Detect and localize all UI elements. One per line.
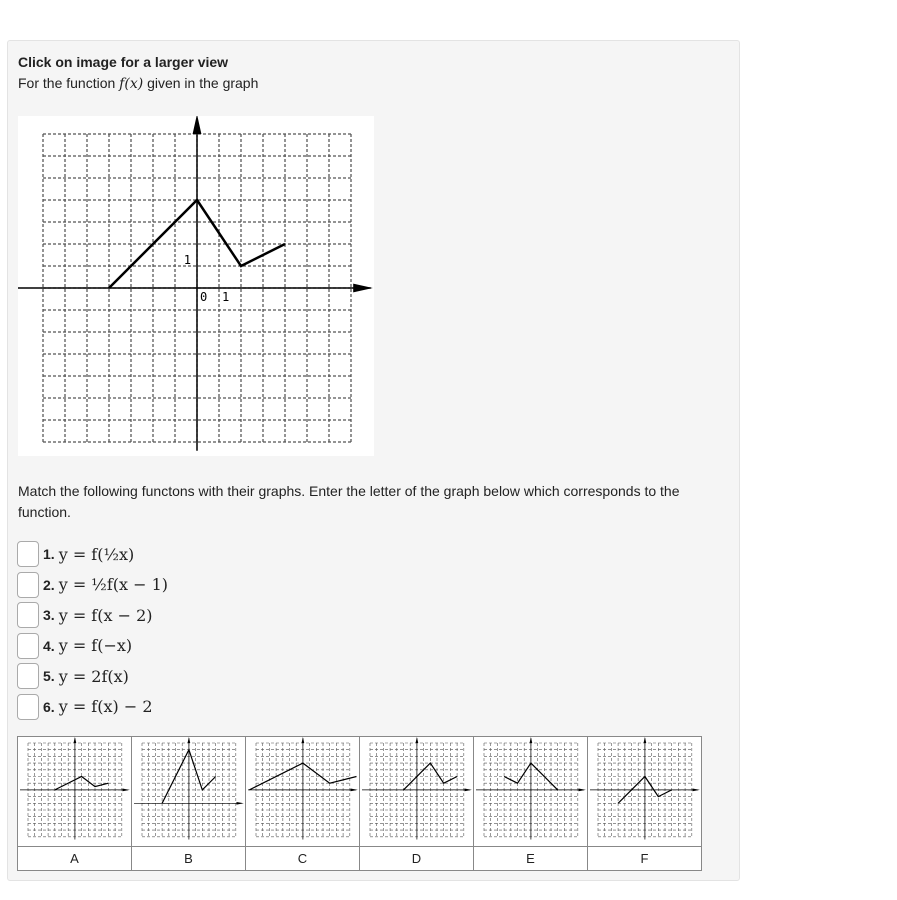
question-row bbox=[17, 692, 168, 723]
instructions: Match the following functons with their graphs. Enter the letter of the graph below which corresponds to the function. bbox=[18, 483, 680, 520]
graph-options-table bbox=[17, 736, 702, 871]
intro-suffix: given in the graph bbox=[143, 75, 259, 91]
option-label: D bbox=[360, 847, 474, 871]
y-axis-arrow-icon bbox=[415, 737, 418, 743]
y-axis-arrow-icon bbox=[301, 737, 304, 743]
question-formula: y = f(x − 2) bbox=[58, 605, 153, 625]
question-card bbox=[7, 40, 740, 881]
question-number: 1. bbox=[43, 546, 55, 563]
answer-input-5[interactable] bbox=[17, 663, 39, 689]
enlarge-hint: Click on image for a larger view bbox=[18, 54, 229, 70]
x-axis-arrow-icon bbox=[578, 789, 585, 792]
answer-input-4[interactable] bbox=[17, 633, 39, 659]
option-label: C bbox=[246, 847, 360, 871]
question-row bbox=[17, 631, 168, 662]
question-formula: y = f(x) − 2 bbox=[58, 697, 153, 717]
graph-option-b[interactable] bbox=[134, 737, 244, 841]
x-axis-arrow-icon bbox=[122, 789, 129, 792]
question-number: 5. bbox=[43, 668, 55, 685]
x-axis-arrow-icon bbox=[353, 284, 373, 293]
x-axis-arrow-icon bbox=[350, 789, 357, 792]
graph-option-a[interactable] bbox=[20, 737, 130, 841]
intro-prefix: For the function bbox=[18, 75, 120, 91]
question-number: 2. bbox=[43, 576, 55, 593]
question-list bbox=[17, 539, 168, 722]
graph-option-c[interactable] bbox=[248, 737, 358, 841]
question-row bbox=[17, 539, 168, 570]
intro-function: f(x) bbox=[119, 76, 144, 92]
x-axis-arrow-icon bbox=[692, 789, 699, 792]
y-axis-arrow-icon bbox=[193, 116, 202, 134]
answer-input-1[interactable] bbox=[17, 541, 39, 567]
tick-label: 0 bbox=[200, 290, 208, 305]
graph-option-d[interactable] bbox=[362, 737, 472, 841]
y-axis-arrow-icon bbox=[187, 737, 190, 743]
question-number: 3. bbox=[43, 607, 55, 624]
option-label: E bbox=[474, 847, 588, 871]
answer-input-6[interactable] bbox=[17, 694, 39, 720]
y-axis-arrow-icon bbox=[529, 737, 532, 743]
graph-option-f[interactable] bbox=[590, 737, 700, 841]
tick-label: 1 bbox=[183, 252, 192, 267]
question-number: 4. bbox=[43, 637, 55, 654]
intro-text bbox=[18, 75, 258, 92]
function-graph[interactable] bbox=[18, 116, 374, 456]
option-label: F bbox=[588, 847, 702, 871]
question-formula: y = ½f(x − 1) bbox=[58, 575, 168, 595]
y-axis-arrow-icon bbox=[643, 737, 646, 743]
x-axis-arrow-icon bbox=[236, 802, 243, 805]
question-row bbox=[17, 570, 168, 601]
question-number: 6. bbox=[43, 698, 55, 715]
question-formula: y = 2f(x) bbox=[58, 666, 129, 686]
answer-input-3[interactable] bbox=[17, 602, 39, 628]
question-row bbox=[17, 661, 168, 692]
answer-input-2[interactable] bbox=[17, 572, 39, 598]
option-label: B bbox=[132, 847, 246, 871]
question-row bbox=[17, 600, 168, 631]
x-axis-arrow-icon bbox=[464, 789, 471, 792]
y-axis-arrow-icon bbox=[73, 737, 76, 743]
option-label: A bbox=[18, 847, 132, 871]
question-formula: y = f(−x) bbox=[58, 636, 133, 656]
question-formula: y = f(½x) bbox=[58, 544, 135, 564]
graph-option-e[interactable] bbox=[476, 737, 586, 841]
tick-label: 1 bbox=[222, 290, 230, 305]
